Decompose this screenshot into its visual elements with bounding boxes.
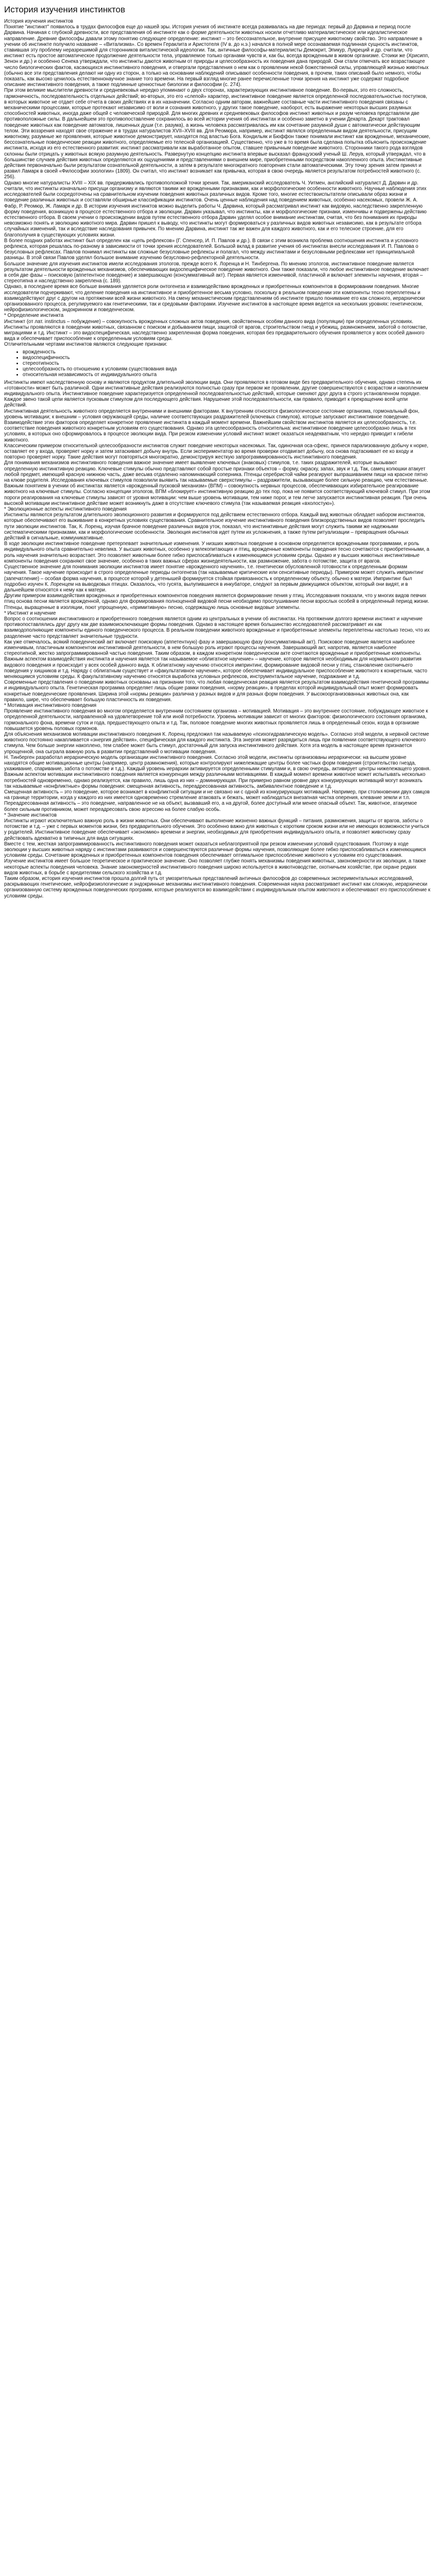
list-item: • стереотипность [23, 361, 431, 366]
paragraph: Классическим примером относительной целесообразности инстинктов служит поведение некоторых насекомых. Так, одиночная оса-сфекс, принеся парализованную добычу к норке, оставляет ее у входа, проверяет норку и затем затаскивает добычу внутрь. Если экспериментатор во время проверки отодвигает добычу, оса снова подтаскивает ее ко входу и повторно проверяет норку. Такие действия могут повторяться многократно, демонстрируя жесткую запрограммированность инстинктивного поведения. [4, 443, 429, 461]
document-body [4, 19, 431, 899]
paragraph: Однако многие натуралисты XVIII – XIX вв. придерживались противоположной точки зрения. Так, американский исследователь Ч. Уитмен, английский натуралист Д. Дарвин и др. считали, что инстинкты изначально присущи организму и являются такими же врожденными признаками, как и морфологические особенности животного. Научные наблюдения этих исследователей были сосредоточены на сравнительном изучении поведения животных различных видов. Кроме того, многие естествоиспытатели описывали образ жизни и поведение различных животных и составляли обширные классификации инстинктов. Очень ценные наблюдения над поведением животных, особенно насекомых, провели Ж. А. Фабр, Р. Реомюр, Ж. Ламарк и др. В истории изучения инстинктов можно выделить работы Ч. Дарвина, который рассматривал инстинкт как видовую, наследственно закрепленную форму поведения, возникшую в процессе естественного отбора и эволюции. Дарвин указывал, что инстинкты, как и морфологические признаки, изменчивы и подвержены действию естественного отбора. В своем учении о происхождении видов путем естественного отбора Дарвин уделял особое внимание инстинктам, считая, что без понимания их природы невозможно понять и эволюцию животного мира. Дарвин пришел к выводу, что инстинкты могут формироваться у различных видов животных независимо, как в результате отбора случайных изменений, так и вследствие наследования привычек. По мнению Дарвина, инстинкт так же важен для каждого животного, как и его телесное строение, для его благополучия в существующих условиях жизни. [4, 180, 427, 238]
paragraph: Инстинкты имеют наследственную основу и являются продуктом длительной эволюции вида. Они проявляются в готовом виде без предварительного обучения, однако степень их «готовности» может быть различной. Одни инстинктивные действия реализуются полностью сразу при первом же проявлении, другие совершенствуются с возрастом и накоплением индивидуального опыта. Инстинктивное поведение характеризуется определенной последовательностью действий, которые сменяют друг друга в строго установленном порядке. Каждое звено такой цепи является пусковым стимулом для последующего действия. Нарушение этой последовательности, как правило, приводит к прекращению всей цепи действий. [4, 379, 428, 409]
paragraph: Вместе с тем, жесткая запрограммированность инстинктивного поведения может оказаться неблагоприятной при резком изменении условий существования. Поэтому в ходе эволюции у высших животных наряду с инстинктами развиваются и совершенствуются различные формы научения, позволяющие более гибко приспосабливаться к изменяющимся условиям среды. Сочетание врожденных и приобретенных компонентов поведения обеспечивает оптимальное приспособление животного к условиям его существования. [4, 841, 426, 859]
bullet-list [4, 349, 431, 378]
paragraph: Для понимания механизмов инстинктивного поведения важное значение имеет выявление ключевых (знаковых) стимулов, т.е. таких раздражителей, которые вызывают определенную инстинктивную реакцию. Ключевые стимулы обычно представляют собой простые признаки объектов – форму, окраску, запах, звук и т.д. Так, самец колюшки атакует любой предмет, имеющий красную нижнюю часть, даже весьма отдаленно напоминающий соперника. Птенцы серебристой чайки реагируют выпрашиванием пищи на красное пятно на клюве родителя. Исследования ключевых стимулов позволили выявить так называемые сверхстимулы – раздражители, вызывающие более сильную реакцию, чем естественные. [4, 460, 428, 484]
paragraph: Важным аспектом мотивации инстинктивного поведения является конкуренция между различными мотивациями. В каждый момент времени животное может испытывать несколько потребностей одновременно, однако реализуется, как правило, лишь одна из них – доминирующая. При примерно равном уровне двух конкурирующих мотиваций могут возникать так называемые «конфликтные» формы поведения: смещенная активность, переадресованная активность, амбивалентное поведение и т.д. [4, 772, 426, 789]
paragraph: Инстинкт (от лат. instinctus – побуждение) – совокупность врожденных сложных актов поведения, свойственных особям данного вида (популяции) при определенных условиях. Инстинкты проявляются в поведении животных, связанном с поиском и добыванием пищи, защитой от врагов, строительством гнезд и убежищ, размножением, заботой о потомстве, миграциями и т.д. Инстинкт – это видоспецифическая, наследственно закрепленная форма поведения, которая без предварительного обучения проявляется у всех особей данного вида и обеспечивает приспособление к определенным условиям среды. [4, 318, 427, 342]
paragraph: Проявление инстинктивного поведения во многом определяется внутренним состоянием организма – мотивацией. Мотивация – это внутреннее состояние, побуждающее животное к определенной деятельности, направленной на удовлетворение той или иной потребности. Уровень мотивации зависит от многих факторов: физиологического состояния организма, гормонального фона, времени суток и года, предшествующего опыта и т.д. Так, половое поведение многих животных проявляется лишь в определенный сезон, когда в организме повышается уровень половых гормонов. [4, 708, 428, 732]
paragraph: Понятие "инстинкт" появилось в трудах философов еще до нашей эры. История учения об инстинкте всегда развивалась на две периода: первый до Дарвина и период после Дарвина. Начиная с глубокой древности, все представления об инстинкте как о форме деятельности животных носили отчетливо материалистическое или идеалистическое направление. Древние философы давали этому понятию следующее определение: инстинкт – это бессознательное, внутренне присущее животному свойство. Это направление в учении об инстинкте получило название – «Витализма». Со времен Гераклита и Аристотеля (IV в. до н.э.) начался в полной мере осознаваемая подлинная сущность инстинктов, ставившая эту проблему неразрешимой для сторонников виталистической идеологии. Так, античные философы-материалисты Демокрит, Эпикур, Лукреций и др. считали, что инстинкт есть простое автоматическое продолжение деятельности тела, управляемое только органами чувств и, как бы, всегда врожденным в живом организме. Стоики же (Хрисипп, Зенон и др.) и особенно Сенека утверждали, что инстинкты даются животным от природы и целесообразность их поведения дана природой. Они стали отмечать все возрастающее число биологических фактов, касающихся инстинктивного поведения, и отвергали представления о нем как о проявлении некой божественной силы, управляющей жизнью животных (обычно все эти представления делают ни одну из сторон, а только на основании наблюдений описывают особенности поведения, в прочем, таких описаний было немного, чтобы показать, как высоко ценилось естественнонаучное знание того времени. На первый взгляд многие ранее перечисленные точки зрения на инстинкт уже содержат подробное описание инстинктивного поведения, а также подлинные ценностные биологии и философии (с. 274). [4, 24, 429, 88]
paragraph: * Мотивация инстинктивного поведения [4, 702, 97, 708]
list-item: • относительная независимость от индивидуального опыта [23, 372, 431, 378]
paragraph: Инстинктивная деятельность животного определяется внутренними и внешними факторами. К внутренним относятся физиологическое состояние организма, гормональный фон, уровень мотивации; к внешним – условия окружающей среды, наличие соответствующих раздражителей (ключевых стимулов), которые запускают инстинктивное поведение. Взаимодействие этих факторов определяет конкретное проявление инстинкта в каждый момент времени. Важнейшим свойством инстинктов является их целесообразность, т.е. соответствие поведения животного конкретным условиям его существования. Однако эта целесообразность относительна: инстинктивное поведение целесообразно лишь в тех условиях, в которых оно сформировалось в процессе эволюции вида. При резком изменении условий инстинкт может оказаться неадекватным, что нередко приводит к гибели животного. [4, 408, 420, 443]
paragraph: Смещенная активность – это поведение, которое возникает в конфликтной ситуации и не связано ни с одной из конкурирующих мотиваций. Например, при столкновении двух самцов на границе территории, когда у каждого из них имеется одновременно стремление атаковать и бежать, может наблюдаться внезапная чистка оперения, клевание земли и т.п. Переадресованная активность – это поведение, направленное не на объект, вызвавший его, а на другой, более доступный или менее опасный объект. Так, животное, атакуемое более сильным противником, может переадресовать свою агрессию на более слабую особь. [4, 789, 430, 812]
paragraph: Важным аспектом взаимодействия инстинкта и научения является так называемое «облигатное научение» – научение, которое является необходимым для нормального развития видового поведения и происходит у всех особей данного вида. К облигатному научению относятся импринтинг, формирование видовой песни у птиц, становление охотничьего поведения у хищников и т.д. Наряду с облигатным существует и «факультативное научение», которое обеспечивает индивидуальное приспособление животного к конкретным, часто меняющимся условиям среды. К факультативному научению относятся выработка условных рефлексов, инструментальное научение, подражание и т.д. [4, 656, 427, 680]
paragraph: * Определение инстинкта [4, 313, 64, 319]
paragraph: * Инстинкт и научение [4, 610, 56, 616]
list-item: • видоспецифичность [23, 355, 431, 361]
paragraph: История изучения инстинктов [4, 19, 73, 24]
paragraph: Большое значение для изучения инстинктов имели исследования этологов, прежде всего К. Лоренца и Н. Тинбергена. По мнению этологов, инстинктивное поведение является результатом деятельности врожденных механизмов, обеспечивающих видоспецифическое поведение животного. Они также показали, что любое инстинктивное поведение включает в себя две фазы – поисковую (аппетентное поведение) и завершающую (консуммативный акт). Первая является изменчивой, пластичной и включает элементы научения, вторая – стереотипна и наследственно закреплена (с. 189). [4, 261, 429, 284]
list-item: • врожденность [23, 349, 431, 355]
paragraph: Вопрос о соотношении инстинктивного и приобретенного поведения является одним из центральных в учении об инстинктах. На протяжении долгого времени инстинкт и научение противопоставлялись друг другу как две взаимоисключающие формы поведения. Однако в настоящее время большинство исследователей рассматривает их как взаимодополняющие компоненты единого поведенческого процесса. В реальном поведении животного врожденные и приобретенные элементы переплетены настолько тесно, что их разделение часто представляет значительные трудности. [4, 616, 430, 639]
paragraph: Таким образом, история изучения инстинктов прошла долгий путь от умозрительных представлений античных философов до современных экспериментальных исследований, раскрывающих генетические, нейрофизиологические и эндокринные механизмы инстинктивного поведения. Современная наука рассматривает инстинкт как сложную, иерархически организованную систему врожденных поведенческих программ, которые реализуются во взаимодействии с индивидуальным опытом животного и обеспечивают его приспособление к условиям среды. [4, 876, 430, 899]
paragraph: Другим примером взаимодействия врожденных и приобретенных компонентов поведения является формирование пения у птиц. Исследования показали, что у многих видов певчих птиц основа песни является врожденной, однако для формирования полноценной видовой песни необходимо прослушивание песни взрослых особей в определенный период жизни. Птенцы, выращенные в изоляции, поют упрощенную, «примитивную» песню, содержащую лишь основные видовые элементы. [4, 593, 429, 611]
paragraph: Для объяснения механизмов мотивации инстинктивного поведения К. Лоренц предложил так называемую «психогидравлическую модель». Согласно этой модели, в нервной системе животного постоянно накапливается «энергия действия», специфическая для каждого инстинкта. Эта энергия может разрядиться лишь при появлении соответствующего ключевого стимула. Чем больше энергии накоплено, тем слабее может быть стимул, достаточный для запуска инстинктивного действия. Хотя эта модель в настоящее время признается упрощенной, она сыграла важную роль в развитии представлений о мотивации поведения. [4, 731, 429, 755]
paragraph: Отличительными чертами инстинктов являются следующие признаки: [4, 342, 167, 348]
list-item: • целесообразность по отношению к условиям существования вида [23, 366, 431, 372]
paragraph: Однако, в последнее время все больше внимания уделяется роли онтогенеза и взаимодействию врожденных и приобретенных компонентов в формировании поведения. Многие исследователи подчеркивают, что деление поведения на инстинктивное и приобретенное весьма условно, поскольку в реальном поведении эти компоненты тесно переплетены и взаимодействуют друг с другом на протяжении всей жизни животного. На смену механистическим представлениям об инстинкте пришло понимание его как сложного, иерархически организованного процесса, регулируемого как генетическими, так и средовыми факторами. Изучение инстинктов в настоящее время ведется на нескольких уровнях: генетическом, нейрофизиологическом, эндокринном и поведенческом. [4, 284, 425, 313]
paragraph: При этом великие мыслители древности и средневековья нередко упоминают о двух сторонах, характеризующих инстинктивное поведение. Во-первых, это его сложность, гармоничность, последовательность отдельных действий; во-вторых, это его «слепой» характер, инстинктивное поведение является определенной последовательностью поступков, в которых животное не отдает себе отчета в своих действиях и в их назначении. Согласно одним авторам, важнейшие составные части инстинктивного поведения связаны с механическими процессами, которые протекают независимо от воли и сознания животного, у других такое поведение, наоборот, есть выражение некоторых высших разумных способностей животных, иногда даже общей с человеческой природой. Для многих древних и средневековых философов инстинкт животных и разум человека представляли две противоположные силы. В дальнейшем это противопоставление сохранилось во всей истории учения об инстинктах и особенно заметно в учении Декарта. Декарт трактовал поведение животных как поведение автоматов, лишенных души (т.е. разума), а жизнь человека рассматривалась им как сочетание разумной души с автоматически действующим телом. Эти воззрения находят свое отражение и в трудах натуралистов XVII–XVIII вв. Для Реомюра, например, инстинкт являлся определенным видом деятельности, присущим животному, разумные же проявления, которые животное демонстрирует, находятся под властью Бога. Кондильяк и Бюффон также понимали инстинкт как врожденные, механические, бессознательные поведенческие реакции животного, определяемые его телесной организацией. Существенно, что уже в то время была сделана попытка объяснить происхождение инстинкта, исходя из его естественного развития: инстинкт рассматривали как выработанное опытом, ставшее привычным поведение животного. Сторонники такого рода взглядов склонны были отрицать у животных всякую разумную деятельность. Развернутую концепцию инстинкта впервые высказал французский ученый Ш. Леруа, который утверждал, что в большинстве случаев действия животных определяются их ощущениями и представлениями о внешнем мире, приобретенными посредством накопленного опыта. Инстинктивные действия первоначально были результатом сознательной деятельности, а затем в результате многократного повторения стали автоматическими. Эту точку зрения затем принял и развил Ламарк в своей «Философии зоологии» (1809). Он считал, что инстинкт возникает как привычка, которая в свою очередь является результатом потребностей животного (с. 256). [4, 88, 430, 180]
paragraph: Важным понятием в учении об инстинктах является «врожденный пусковой механизм» (ВПМ) – совокупность нервных процессов, обеспечивающих избирательное реагирование животного на ключевые стимулы. Согласно концепции этологов, ВПМ «блокирует» инстинктивную реакцию до тех пор, пока не появится соответствующий ключевой стимул. При этом пороги реагирования на ключевые стимулы зависят от уровня мотивации: чем выше уровень мотивации, тем ниже порог, и тем легче запускается инстинктивная реакция. При очень высокой мотивации инстинктивное действие может возникнуть даже в отсутствие ключевого стимула (так называемая реакция «вхолостую»). [4, 483, 430, 506]
paragraph: Инстинкты являются результатом длительного эволюционного развития и формируются под действием естественного отбора. Каждый вид животных обладает набором инстинктов, которые обеспечивают его выживание в конкретных условиях существования. Сравнительное изучение инстинктивного поведения близкородственных видов позволяет проследить пути эволюции инстинктов. Так, К. Лоренц, изучая брачное поведение различных видов уток, показал, что инстинктивные действия могут служить такими же надежными систематическими признаками, как и морфологические особенности. Эволюция инстинктов идет путем их усложнения, а также путем ритуализации – превращения обычных действий в сигнальные, коммуникативные. [4, 512, 426, 541]
paragraph: Как уже отмечалось, всякий поведенческий акт включает поисковую (аппетентную) фазу и завершающую фазу (консуммативный акт). Поисковое поведение является наиболее изменчивым, пластичным компонентом инстинктивной деятельности, в нем большую роль играют процессы научения. Завершающий акт, напротив, является наиболее стереотипной, жестко запрограммированной частью поведения. Таким образом, в каждом конкретном поведенческом акте сочетаются врожденные и приобретенные компоненты. [4, 639, 422, 657]
paragraph: Современные представления о поведении животных основаны на признании того, что любая поведенческая реакция является результатом взаимодействия генетической программы и индивидуального опыта. Генетическая программа определяет лишь общие рамки поведения, «норму реакции», в пределах которой индивидуальный опыт может формировать конкретные поведенческие проявления. Ширина этой «нормы реакции» различна у разных видов и для разных форм поведения. У высокоорганизованных животных она, как правило, шире, что обеспечивает большую пластичность их поведения. [4, 680, 429, 703]
paragraph: Изучение инстинктов имеет большое теоретическое и практическое значение. Оно позволяет глубже понять механизмы поведения животных, закономерности их эволюции, а также некоторые аспекты поведения человека. Знание закономерностей инстинктивного поведения широко используется в животноводстве, охотничьем хозяйстве, при охране редких видов животных, в борьбе с вредителями сельского хозяйства и т.д. [4, 858, 426, 876]
paragraph: * Значение инстинктов [4, 812, 57, 818]
paragraph: * Эволюционные аспекты инстинктивного поведения [4, 506, 127, 513]
paragraph: В более поздних работах инстинкт был определен как «цепь рефлексов» (Г. Спенсер, И. П. Павлов и др.). В связи с этим возникла проблема соотношения инстинкта и условного рефлекса, которая решалась по-разному в зависимости от точки зрения исследователей. Большой вклад в развитие учения об инстинктах внесли исследования И. П. Павлова о безусловных рефлексах. Павлов понимал инстинкты как сложные безусловные рефлексы и полагал, что между инстинктами и безусловными рефлексами нет принципиальной разницы. В этой связи Павлов уделял большое внимание изучению безусловно-рефлекторной деятельности. [4, 238, 418, 261]
paragraph: Существенное значение для понимания эволюции инстинктов имеет понятие «врожденного научения», т.е. генетически обусловленной готовности к определенным формам научения. Такое научение происходит в строго определенные периоды онтогенеза (так называемые критические или сенситивные периоды). Примером может служить импринтинг (запечатление) – особая форма научения, в процессе которой у детенышей формируется стойкая привязанность к определенному объекту, обычно к матери. Импринтинг был подробно изучен К. Лоренцем на выводковых птицах. Оказалось, что гусята, вылупившиеся в инкубаторе, следуют за первым движущимся объектом, который они видят, и в дальнейшем относятся к нему как к матери. [4, 564, 424, 593]
paragraph: Инстинкты играют исключительно важную роль в жизни животных. Они обеспечивают выполнение жизненно важных функций – питания, размножения, защиты от врагов, заботы о потомстве и т.д. – уже с первых моментов жизни, без предварительного обучения. Это особенно важно для животных с коротким сроком жизни или не имеющих возможности учиться у родителей. Инстинктивное поведение обеспечивает «экономию» времени и энергии, необходимых для приобретения индивидуального опыта, и позволяет животному сразу действовать адекватно в типичных для вида ситуациях. [4, 818, 429, 841]
paragraph: В ходе эволюции инстинктивное поведение претерпевает значительные изменения. У низших животных поведение в основном определяется врожденными программами, и роль индивидуального опыта сравнительно невелика. У высших животных, особенно у млекопитающих и птиц, врожденные компоненты поведения тесно сочетаются с приобретенными, а роль научения значительно возрастает. Это позволяет животным более гибко приспосабливаться к изменяющимся условиям среды. Однако и у высших животных инстинктивные компоненты поведения сохраняют свое значение, особенно в таких важных сферах жизнедеятельности, как размножение, забота о потомстве, защита от врагов. [4, 541, 429, 564]
paragraph: Н. Тинберген разработал иерархическую модель организации инстинктивного поведения. Согласно этой модели, инстинкты организованы иерархически: на высшем уровне находятся общие мотивационные центры (например, центр размножения), которые контролируют нижележащие центры более частных форм поведения (строительство гнезда, ухаживание, спаривание, забота о потомстве и т.д.). Каждый уровень иерархии активируется определенными стимулами и, в свою очередь, активирует центры нижележащего уровня. [4, 754, 431, 772]
document-title: История изучения инстинктов [4, 5, 126, 14]
